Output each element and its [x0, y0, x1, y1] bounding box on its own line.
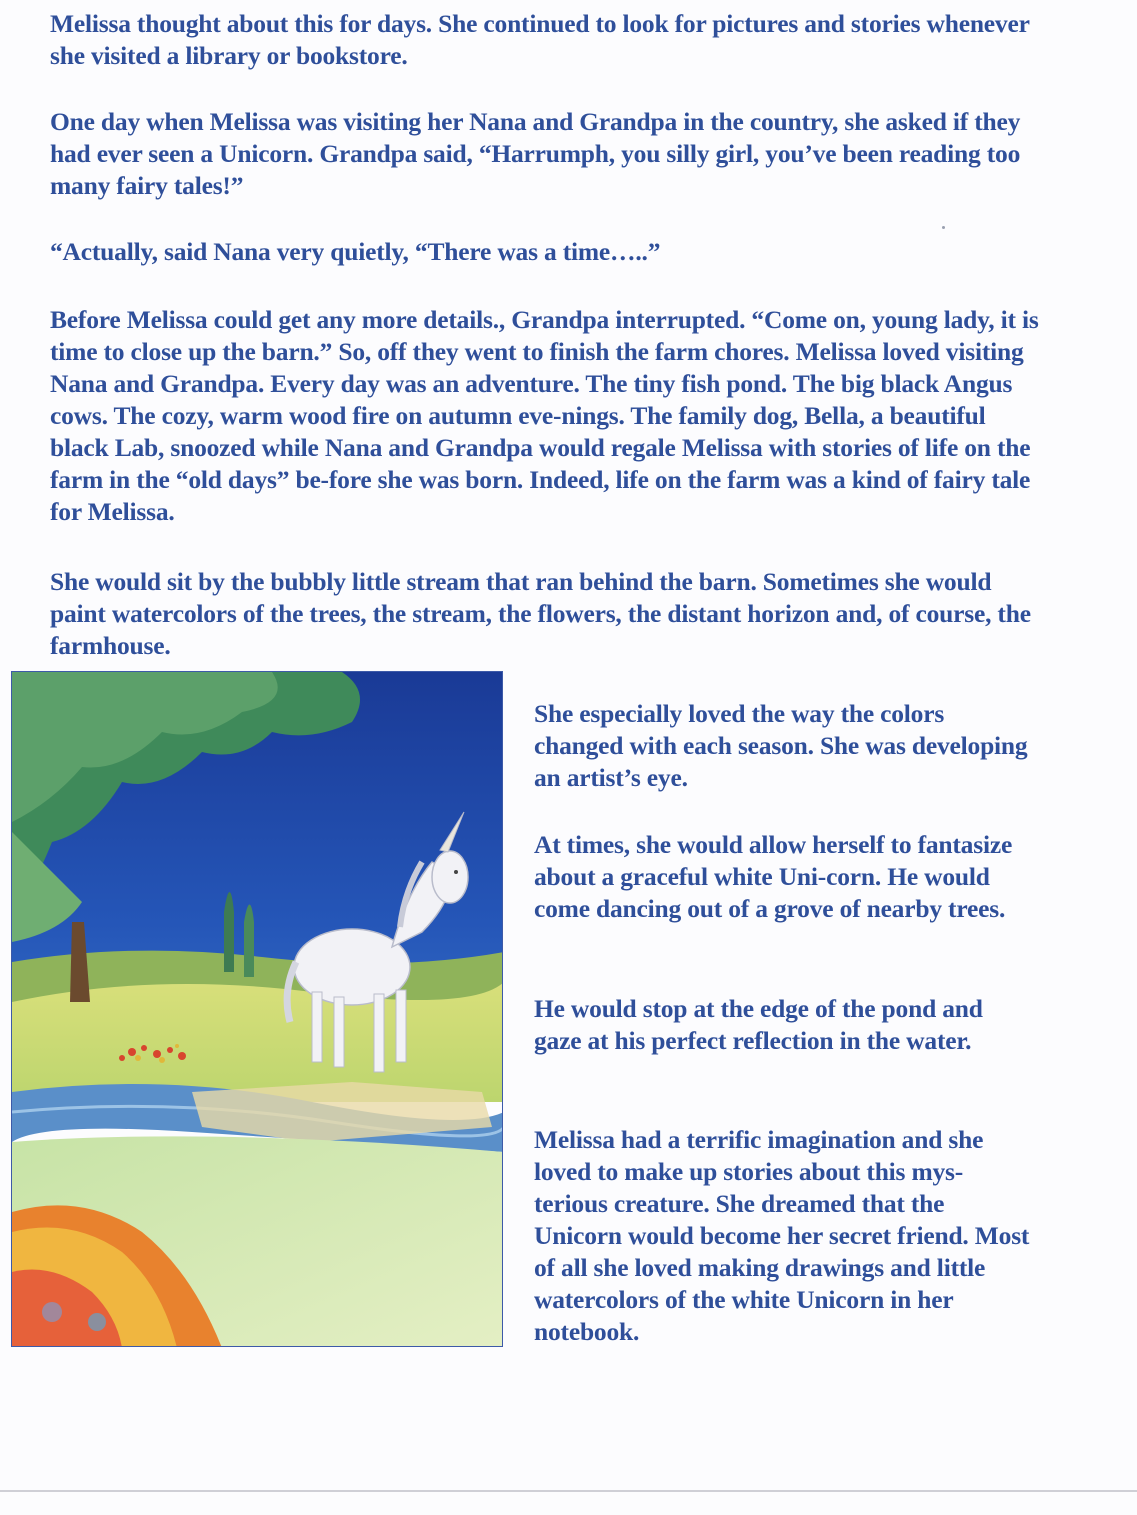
paragraph-1: Melissa thought about this for days. She continued to look for pictures and stories whenever she visited a library or bookstore.: [50, 9, 1030, 70]
paragraph-2: One day when Melissa was visiting her Nana and Grandpa in the country, she asked if they had ever seen a Unicorn. Grandpa said, “Harrumph, you silly girl, you’ve been reading too many fairy tales!”: [50, 107, 1021, 200]
paragraph-8: He would stop at the edge of the pond and gaze at his perfect reflection in the water.: [534, 994, 983, 1055]
paragraph-4: Before Melissa could get any more details., Grandpa interrupted. “Come on, young lady, it is time to close up the barn.” So, off they went to finish the farm chores. Melissa loved visiting Nana and Grandpa. Every day was an adventure. The tiny fish pond. The big black Angus cows. The cozy, warm wood fire on autumn eve-nings. The family dog, Bella, a beautiful black Lab, snoozed while Nana and Grandpa would regale Melissa with stories of life on the farm in the “old days” be-fore she was born. Indeed, life on the farm was a kind of fairy tale for Melissa.: [50, 305, 1039, 526]
unicorn-illustration: [11, 671, 503, 1347]
paragraph-5: She would sit by the bubbly little stream that ran behind the barn. Sometimes she would paint watercolors of the trees, the stream, the flowers, the distant horizon and, of course, the farmhouse.: [50, 567, 1031, 660]
paragraph-3: “Actually, said Nana very quietly, “There was a time…..”: [50, 237, 661, 266]
watercolor-painting: [12, 672, 503, 1347]
paragraph-7: At times, she would allow herself to fantasize about a graceful white Uni-corn. He would come dancing out of a grove of nearby trees.: [534, 830, 1013, 923]
paper-speck: [942, 226, 945, 229]
paragraph-9: Melissa had a terrific imagination and she loved to make up stories about this mys-terious creature. She dreamed that the Unicorn would become her secret friend. Most of all she loved making drawings and little watercolors of the white Unicorn in her notebook.: [534, 1125, 1030, 1346]
paragraph-6: She especially loved the way the colors changed with each season. She was developing an artist’s eye.: [534, 699, 1028, 792]
page-bottom-edge: [0, 1490, 1137, 1492]
